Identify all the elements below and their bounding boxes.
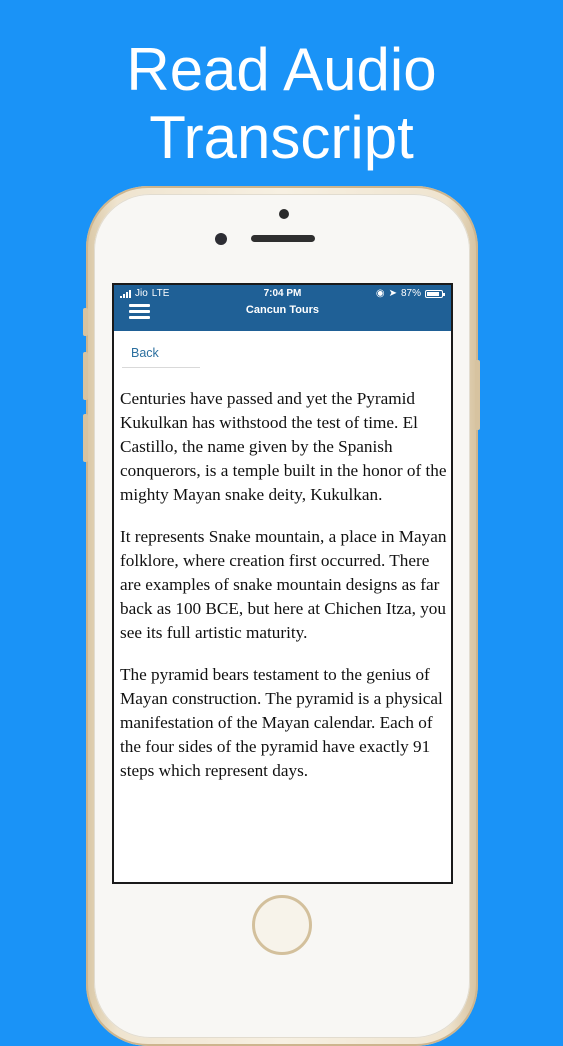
phone-side-button xyxy=(83,308,88,336)
phone-side-button xyxy=(83,352,88,400)
promo-headline-line-2: Transcript xyxy=(149,104,414,171)
battery-icon xyxy=(425,290,443,298)
transcript-text xyxy=(120,387,447,801)
front-camera-icon xyxy=(215,233,227,245)
app-title: Cancun Tours xyxy=(245,304,320,316)
battery-percent: 87% xyxy=(400,288,421,299)
promo-headline xyxy=(0,36,563,172)
location-arrow-icon: ➤ xyxy=(388,288,397,299)
carrier-label: Jio xyxy=(135,288,148,299)
screen-lock-icon: ◉ xyxy=(375,288,385,299)
phone-screen xyxy=(112,283,453,884)
earpiece-speaker xyxy=(251,235,315,242)
transcript-paragraph: The pyramid bears testament to the genius of Mayan construction. The pyramid is a physical manifestation of the Mayan calendar. Each of the four sides of the pyramid have exactly 91 steps which represent days. xyxy=(120,665,443,780)
promo-headline-line-1: Read Audio xyxy=(126,36,437,103)
network-label: LTE xyxy=(151,288,170,299)
back-link[interactable]: Back xyxy=(131,346,159,360)
transcript-paragraph: Centuries have passed and yet the Pyramid Kukulkan has withstood the test of time. El Castillo, the name given by the Spanish conquerors, is a temple built in the honor of the mighty Mayan snake deity, Kukulkan. xyxy=(120,389,447,504)
status-time: 7:04 PM xyxy=(263,288,302,299)
status-right xyxy=(376,288,443,299)
phone-side-button xyxy=(83,414,88,462)
phone-side-button xyxy=(475,360,480,430)
app-top-bar xyxy=(114,285,451,331)
status-bar xyxy=(114,287,451,301)
divider xyxy=(122,367,200,368)
home-button[interactable] xyxy=(252,895,312,955)
transcript-paragraph: It represents Snake mountain, a place in Mayan folklore, where creation first occurred. There are examples of snake mountain designs as far back as 100 BCE, but here at Chichen Itza, you see its full artistic maturity. xyxy=(120,527,447,642)
front-sensor-dot xyxy=(279,209,289,219)
